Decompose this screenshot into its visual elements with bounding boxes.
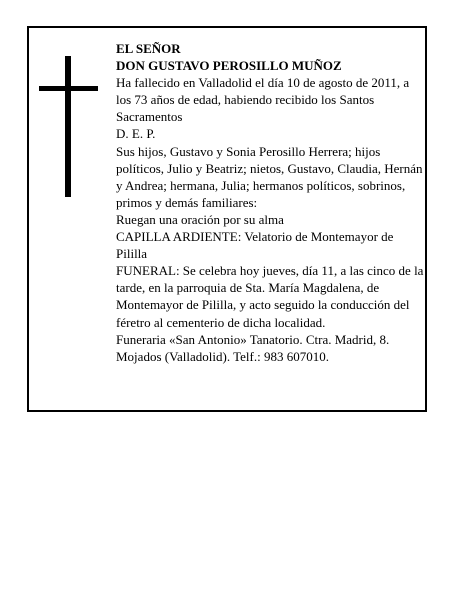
chapel-info: CAPILLA ARDIENTE: Velatorio de Montemayor de Pililla (116, 229, 394, 262)
prayer-request: Ruegan una oración por su alma (116, 211, 284, 227)
obituary-text (116, 40, 424, 365)
funeral-info: FUNERAL: Se celebra hoy jueves, día 11, a las cinco de la tarde, en la parroquia de Sta. María Magdalena, de Montemayor de Pililla, y acto seguido la conducción del féretro al cementerio de dicha localidad. (116, 263, 424, 330)
cross-icon (39, 56, 98, 197)
rip-text: D. E. P. (116, 126, 156, 142)
family-list: Sus hijos, Gustavo y Sonia Perosillo Herrera; hijos políticos, Julio y Beatriz; nietos, Gustavo, Claudia, Hernán y Andrea; hermana, Julia; hermanos políticos, sobrinos, primos y demás familiares: (116, 143, 423, 210)
death-notice: Ha fallecido en Valladolid el día 10 de agosto de 2011, a los 73 años de edad, habiendo recibido los Santos Sacramentos (116, 75, 410, 125)
obituary-notice (27, 26, 427, 412)
funeral-home-info: Funeraria «San Antonio» Tanatorio. Ctra. Madrid, 8. Mojados (Valladolid). Telf.: 983 607010. (116, 331, 390, 364)
obituary-title: EL SEÑOR (116, 41, 181, 56)
cross-vertical-bar (65, 56, 71, 197)
deceased-name: DON GUSTAVO PEROSILLO MUÑOZ (116, 58, 342, 74)
cross-horizontal-bar (39, 86, 98, 91)
